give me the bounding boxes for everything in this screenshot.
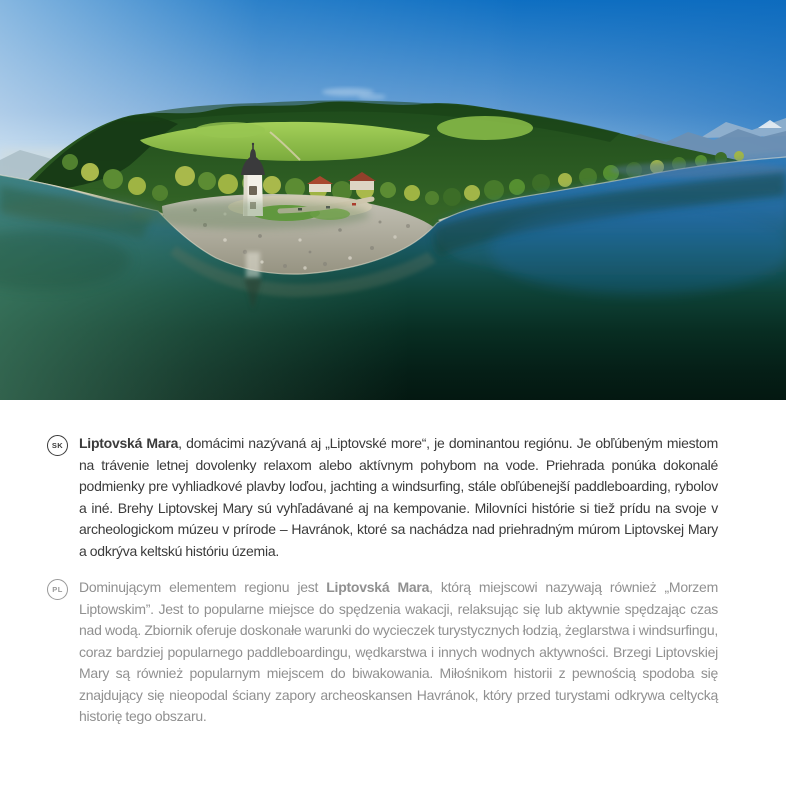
paragraph-slovak-text	[79, 433, 718, 562]
lake-name-bold-sk: Liptovská Mara	[79, 435, 179, 451]
language-badge-pl: PL	[47, 579, 68, 600]
paragraph-polish-text	[79, 577, 718, 728]
text-section	[0, 400, 786, 728]
paragraph-polish-intro: Dominującym elementem regionu jest	[79, 579, 327, 595]
paragraph-polish-body: , którą miejscowi nazywają również „Morzem Liptowskim”. Jest to popularne miejsce do spędzenia wakacji, relaksując się lub aktywnie spędzając czas nad wodą. Zbiornik oferuje doskonałe warunki do wycieczek turystycznych łodzią, żeglarstwa i windsurfingu, coraz bardziej popularnego paddleboardingu, wędkarstwa i innych wodnych aktywności. Brzegi Liptovskiej Mary są również popularnym miejscem do biwakowania. Miłośnikom historii z pewnością spodoba się znajdujący się nieopodal ściany zapory archeoskansen Havránok, który przed turystami odkrywa celtycką historię tego obszaru.	[79, 579, 718, 724]
lake-name-bold-pl: Liptovská Mara	[326, 579, 430, 595]
paragraph-slovak	[47, 433, 718, 562]
paragraph-slovak-body: , domácimi nazývaná aj „Liptovské more“, je dominantou regiónu. Je obľúbeným miestom na trávenie letnej dovolenky relaxom alebo aktívnym pohybom na vode. Priehrada ponúka dokonalé podmienky pre vyhliadkové plavby loďou, jachting a windsurfing, stále obľúbenejší paddleboarding, rybolov a iné. Brehy Liptovskej Mary sú vyhľadávané aj na kempovanie. Milovníci histórie si tiež prídu na svoje v archeologickom múzeu v prírode – Havránok, ktoré sa nachádza nad priehradným múrom Liptovskej Mary a odkrýva keltskú históriu územia.	[79, 435, 718, 559]
paragraph-polish	[47, 577, 718, 728]
language-badge-sk: SK	[47, 435, 68, 456]
